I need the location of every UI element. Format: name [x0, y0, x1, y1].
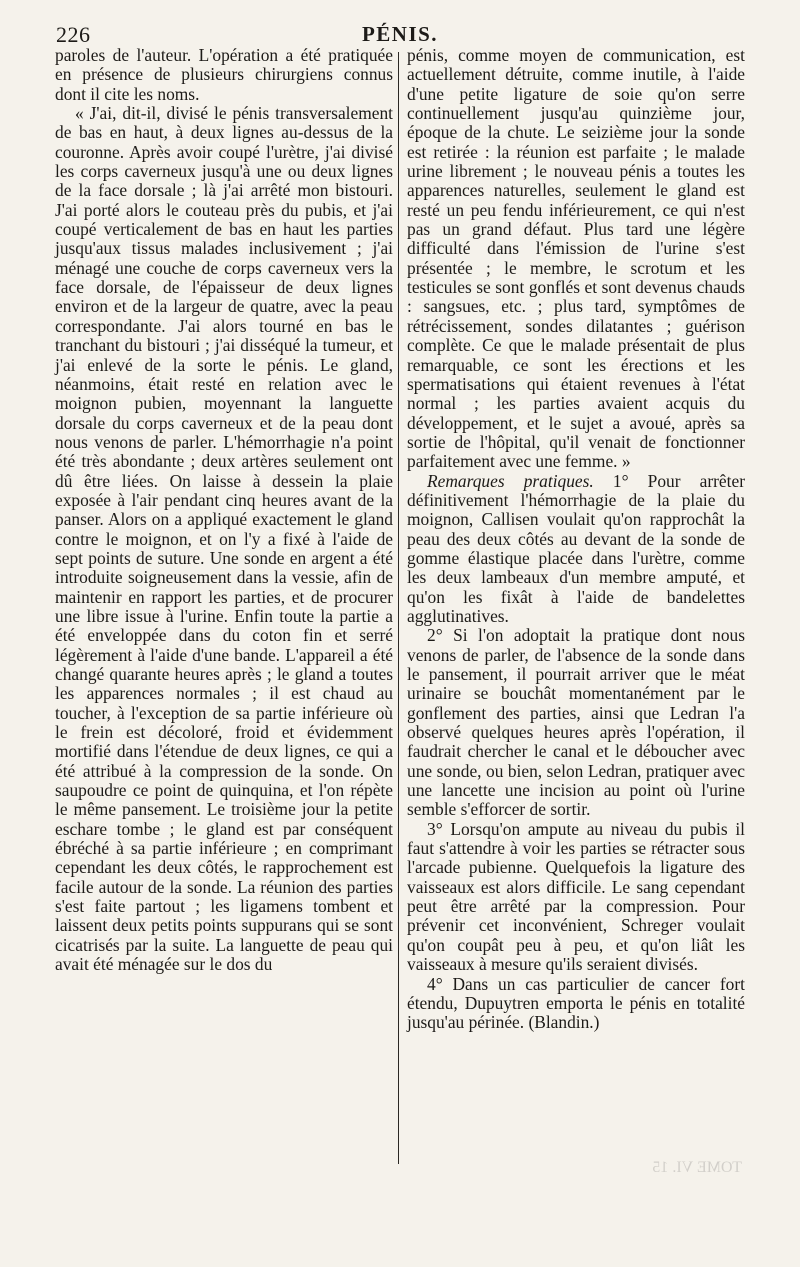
column-divider	[398, 52, 399, 1164]
left-paragraph-1: paroles de l'auteur. L'opération a été pratiquée en présence de plusieurs chirurgiens connus dont il cite les noms.	[55, 45, 393, 104]
show-through-text	[542, 1157, 742, 1185]
remarques-heading: Remarques pratiques.	[427, 470, 594, 491]
right-column	[407, 46, 745, 1033]
running-head: PÉNIS.	[361, 22, 439, 46]
show-through-label: TOME VI. 15	[652, 1159, 742, 1176]
right-paragraph-4: 3° Lorsqu'on ampute au niveau du pubis il faut s'attendre à voir les parties se rétracter sous l'arcade pubienne. Quelquefois la ligature des vaisseaux est alors difficile. Le sang cependant peut être arrêté par la compression. Pour prévenir cet inconvénient, Schreger voulait qu'on coupât peu à peu, et qu'on liât les vaisseaux à mesure qu'ils seraient divisés.	[407, 818, 745, 975]
right-paragraph-1: pénis, comme moyen de communication, est actuellement détruite, comme inutile, à l'aide d'une petite ligature de soie qu'on serre continuellement jusqu'au quinzième jour, époque de la chute. Le seizième jour la sonde est retirée : la réunion est parfaite ; le malade urine librement ; le nouveau pénis a toutes les apparences naturelles, seulement le gland est resté un peu fendu inférieurement, ce qui n'est pas un grand défaut. Plus tard une légère difficulté dans l'émission de l'urine s'est présentée ; le membre, le scrotum et les testicules se sont gonflés et sont devenus chauds : sangsues, etc. ; plus tard, symptômes de rétrécissement, sondes dilatantes ; guérison complète. Ce que le malade présentait de plus remarquable, ce sont les érections et les spermatisations qui étaient revenues à l'état normal ; les parties avaient acquis du développement, et le sujet a avoué, après sa sortie de l'hôpital, qu'il venait de fonctionner parfaitement avec une femme. »	[407, 45, 745, 472]
page-number: 226	[56, 22, 91, 47]
remarques-text: 1° Pour arrêter définitivement l'hémorrhagie de la plaie du moignon, Callisen voulait qu'on rapprochât la peau des deux côtés au devant de la sonde de gomme élastique placée dans l'urètre, comme les deux lambeaux d'un membre amputé, et qu'on les fixât à l'aide de bandelettes agglutinatives.	[407, 470, 745, 626]
left-column	[55, 46, 393, 975]
right-paragraph-3: 2° Si l'on adoptait la pratique dont nous venons de parler, de l'absence de la sonde dans le pansement, il pourrait arriver que le méat urinaire se bouchât momentanément par le gonflement des parties, ainsi que Ledran l'a observé quelques heures après l'opération, il faudrait chercher le canal et le déboucher avec une sonde, ou bien, selon Ledran, pratiquer avec une lancette une incision au point où l'urine semble s'efforcer de sortir.	[407, 625, 745, 820]
left-paragraph-2: « J'ai, dit-il, divisé le pénis transversalement de bas en haut, à deux lignes au-dessus de la couronne. Après avoir coupé l'urètre, j'ai divisé les corps caverneux jusqu'à une ou deux lignes de la face dorsale ; là j'ai arrêté mon bistouri. J'ai porté alors le couteau près du pubis, et j'ai coupé verticalement de bas en haut les parties jusqu'aux tissus malades inclusivement ; j'ai ménagé une couche de corps caverneux vers la face dorsale, de l'épaisseur de deux lignes environ et de la largeur de quatre, avec la peau correspondante. J'ai alors tourné en bas le tranchant du bistouri ; j'ai disséqué la tumeur, et j'ai enlevé de la sorte le pénis. Le gland, néanmoins, était resté en relation avec le moignon pubien, moyennant la languette dorsale du corps caverneux et de la peau dont nous venons de parler. L'hémorrhagie n'a point été très abondante ; deux artères seulement ont dû être liées. On laisse à dessein la plaie exposée à l'air pendant cinq heures avant de la panser. Alors on a appliqué exactement le gland contre le moignon, et on l'y a fixé à l'aide de sept points de suture. Une sonde en argent a été introduite soigneusement dans la vessie, afin de maintenir en rapport les parties, et de procurer une libre issue à l'urine. Enfin toute la partie a été enveloppée dans du coton fin et serré légèrement à l'aide d'une bande. L'appareil a été changé quarante heures après ; le gland a toutes les apparences normales ; il est chaud au toucher, à l'exception de sa partie inférieure où le frein est décoloré, froid et évidemment mortifié dans l'étendue de deux lignes, ce qui a été attribué à la compression de la sonde. On saupoudre ce point de quinquina, et l'on répète le même pansement. Le troisième jour la petite eschare tombe ; le gland est par conséquent ébréché à sa partie inférieure ; en comprimant cependant les deux côtés, le rapprochement est facile autour de la sonde. La réunion des parties s'est faite partout ; les ligamens tombent et laissent deux petits points suppurans qui se sont cicatrisés par la suite. La languette de peau qui avait été ménagée sur le dos du	[55, 103, 393, 975]
right-paragraph-2	[407, 472, 745, 627]
right-paragraph-5: 4° Dans un cas particulier de cancer fort étendu, Dupuytren emporta le pénis en totalité jusqu'au périnée. (Blandin.)	[407, 973, 745, 1033]
